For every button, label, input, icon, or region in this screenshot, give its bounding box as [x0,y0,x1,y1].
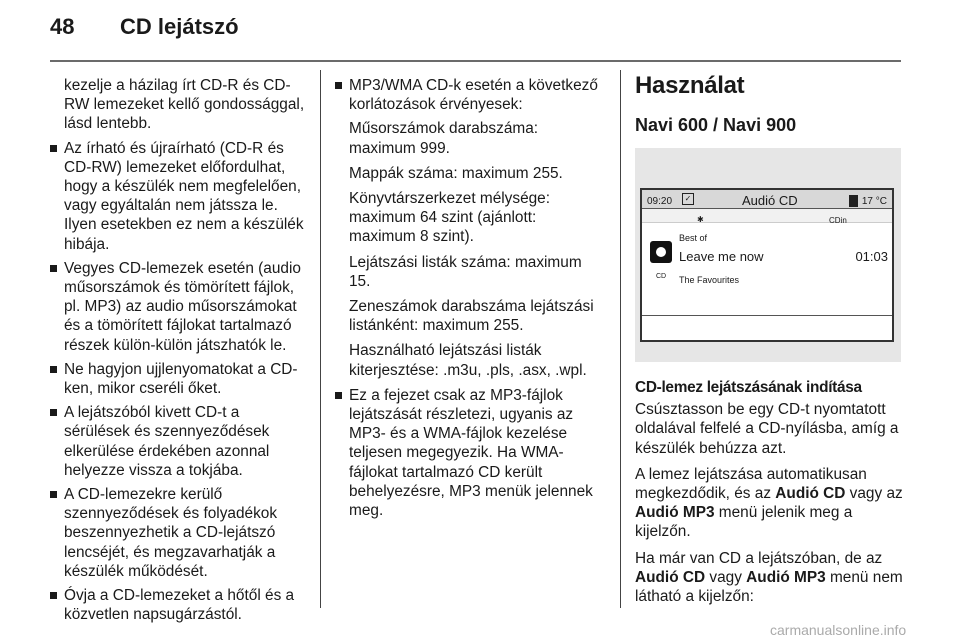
bullet-item: MP3/WMA CD-k esetén a következő korlátozások érvényesek: [335,76,605,114]
display-frame [640,188,894,342]
menu-name: Audió MP3 [635,504,715,522]
display-source: CDin [829,216,847,225]
bullet-item: Ez a fejezet csak az MP3-fájlok lejátszását részletezi, ugyanis az MP3- és a WMA-fájlok kezelése teljesen megegyezik. Ha WMA-fájlokat tartalmazó CD került behelyezésre, MP3 menük jelennek meg. [335,386,605,520]
menu-name: Audió CD [635,568,706,586]
column-divider [620,70,621,608]
bullet-item: Vegyes CD-lemezek esetén (audio műsorszámok és tömörített fájlok, pl. MP3) az audio műsorszámokat és a tömörített fájlokat tartalmazó részek külön-külön játszhatók le. [50,259,308,355]
limit-item: Műsorszámok darabszáma: maximum 999. [349,120,539,157]
display-info-bar [642,209,892,223]
display-track-area [642,223,892,316]
paragraph: A lemez lejátszása automatikusan megkezdődik, és az Audió CD vagy az Audió MP3 menü jelenik meg a kijelzőn. [635,465,903,541]
header-rule [50,60,901,62]
track-time: 01:03 [855,249,888,264]
limit-item: Mappák száma: maximum 255. [349,164,563,182]
check-icon: ✓ [682,193,694,205]
column-1 [50,76,308,629]
limit-item: Lejátszási listák száma: maximum 15. [349,253,582,290]
column-2 [335,76,605,525]
bullet-item: Óvja a CD-lemezeket a hőtől és a közvetlen napsugárzástól. [50,586,308,624]
paragraph: Csúsztasson be egy CD-t nyomtatott oldalával felfelé a CD-nyílásba, amíg a készülék behúzza azt. [635,401,899,457]
procedure-title: CD-lemez lejátszásának indítása [635,379,862,396]
cd-icon [650,241,672,263]
bullet-item: A CD-lemezekre kerülő szennyeződések és folyadékok beszennyezhetik a CD-lejátszó lencséjét, és megzavarhatják a készülék működését. [50,485,308,581]
limit-item: Használható lejátszási listák kiterjesztése: .m3u, .pls, .asx, .wpl. [349,342,587,379]
cd-label: CD [656,273,667,280]
menu-name: Audió CD [775,485,846,503]
menu-name: Audió MP3 [746,568,826,586]
continued-text: kezelje a házilag írt CD-R és CD-RW lemezeket kellő gondossággal, lásd lentebb. [64,77,305,133]
watermark: carmanualsonline.info [770,622,907,638]
page-header [50,14,239,40]
column-divider [320,70,321,608]
subsection-heading: Navi 600 / Navi 900 [635,115,797,135]
limit-item: Könyvtárszerkezet mélysége: maximum 64 szint (ajánlott: maximum 8 szint). [349,190,551,246]
page-number: 48 [50,14,75,39]
display-title: Audió CD [742,193,798,208]
album-label: Best of [679,233,708,243]
track-title: Leave me now [679,249,764,264]
artist-name: The Favourites [679,275,740,285]
display-status-bar [642,190,892,209]
bullet-item: Az írható és újraírható (CD-R és CD-RW) lemezeket előfordulhat, hogy a készülék nem megfelelően, vagy egyáltalán nem játssza le. Ilyen esetekben ez nem a készülék hibája. [50,139,308,254]
limit-item: Zeneszámok darabszáma lejátszási listánként: maximum 255. [349,298,594,335]
page-title: CD lejátszó [120,14,239,39]
bullet-item: A lejátszóból kivett CD-t a sérülések és szennyeződések elkerülése érdekében azonnal helyezze vissza a tokjába. [50,403,308,480]
bluetooth-icon: ✱ [697,215,704,224]
display-time: 09:20 [647,196,673,207]
thermometer-icon [849,195,858,207]
display-screenshot [635,148,901,362]
paragraph: Ha már van CD a lejátszóban, de az Audió CD vagy Audió MP3 menü nem látható a kijelzőn: [635,549,903,606]
temperature-value: 17 °C [861,196,887,207]
bullet-item: Ne hagyjon ujjlenyomatokat a CD-ken, mikor cseréli őket. [50,360,308,398]
section-heading: Használat [635,72,745,99]
column-3 [635,72,905,613]
